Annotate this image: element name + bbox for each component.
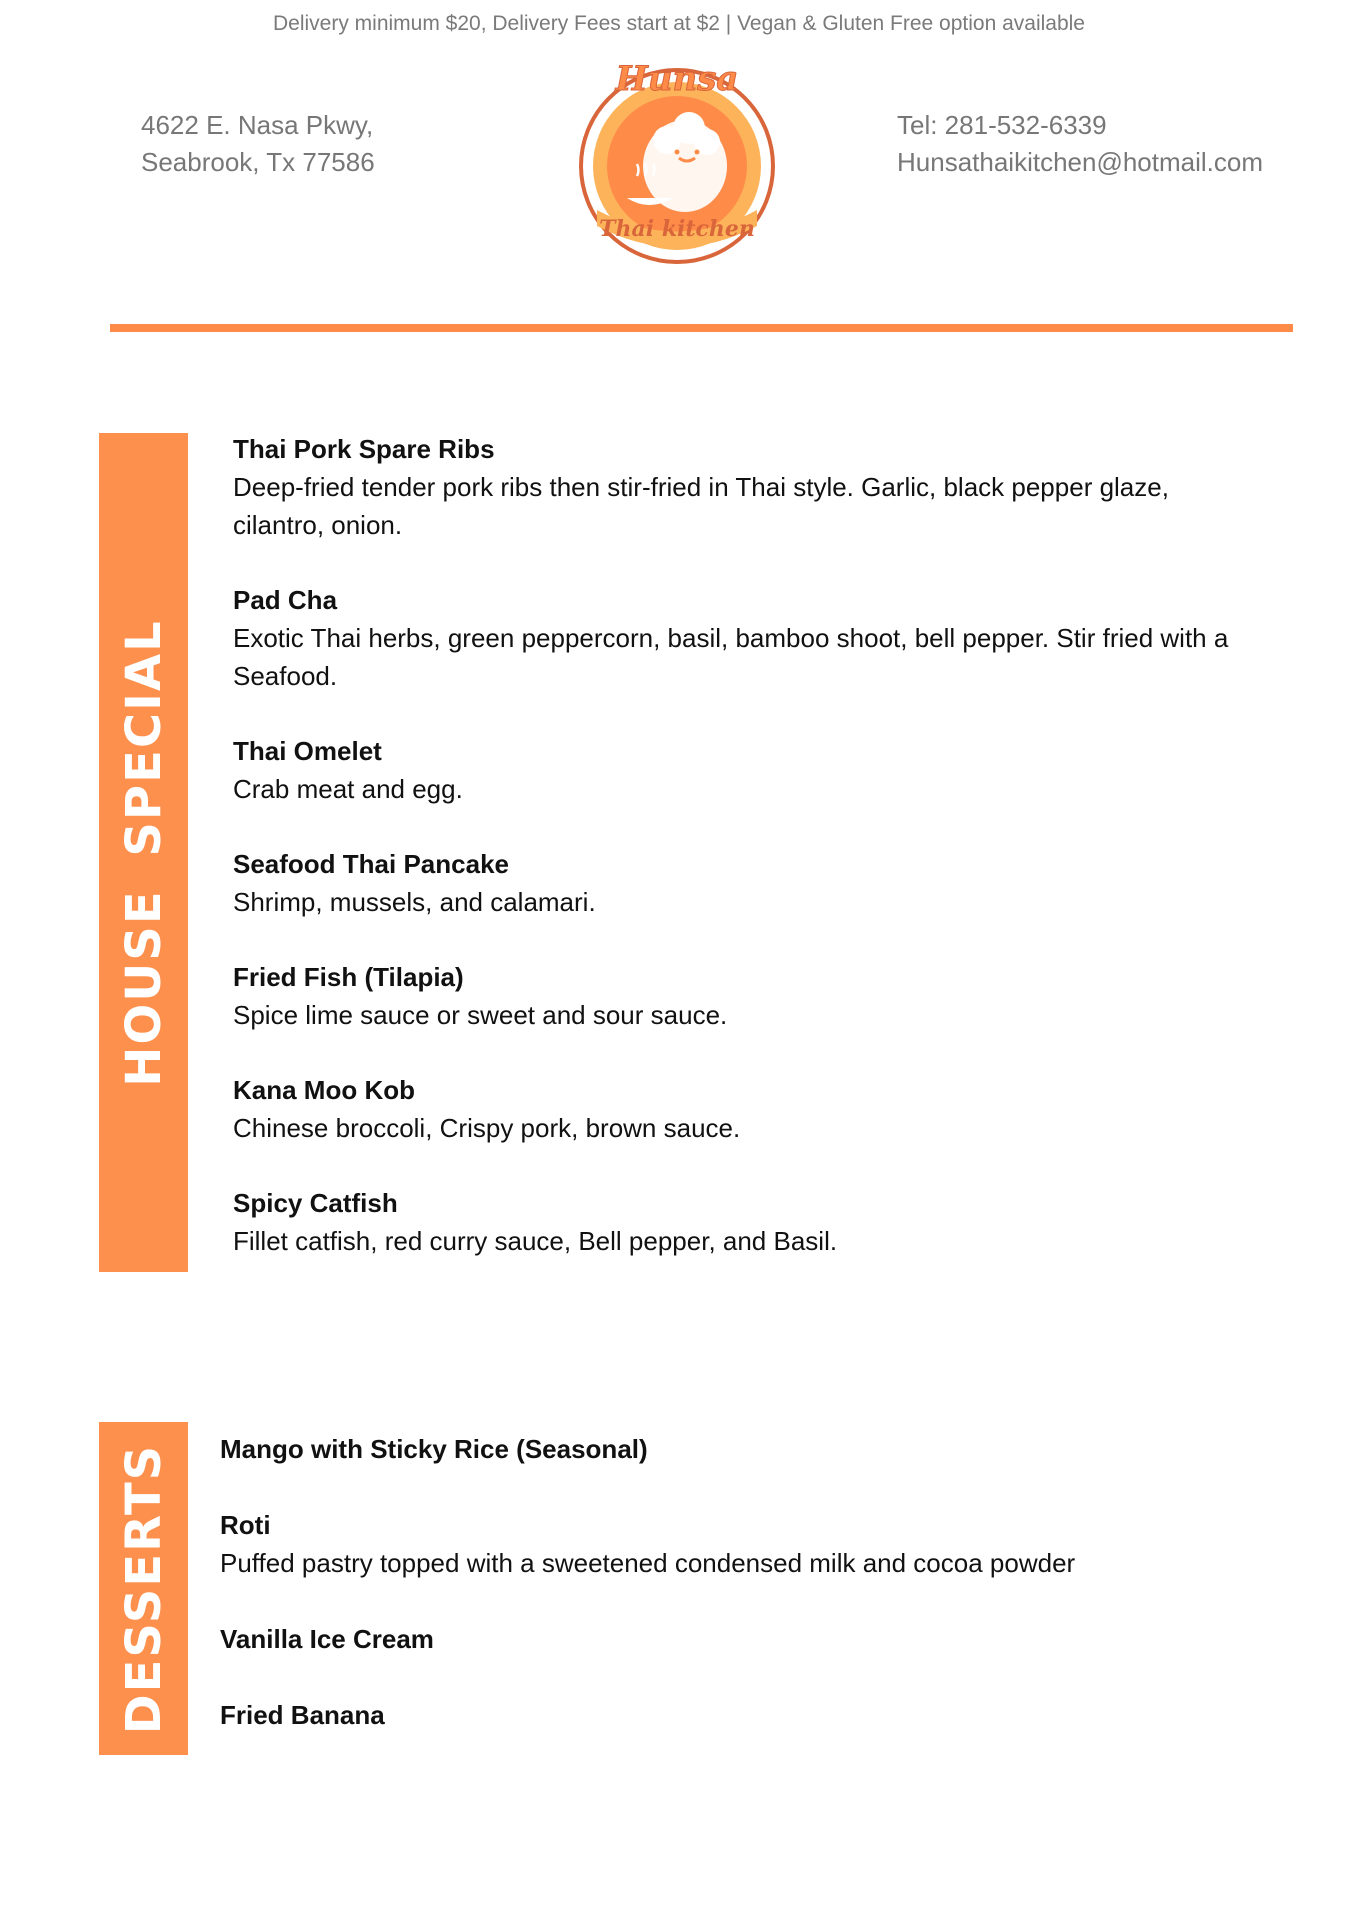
menu-item-description: Spice lime sauce or sweet and sour sauce. <box>233 1000 728 1030</box>
delivery-notice: Delivery minimum $20, Delivery Fees start at $2 | Vegan & Gluten Free option available <box>272 12 1085 35</box>
address-block <box>141 107 375 181</box>
menu-item <box>233 581 1283 695</box>
menu-item <box>233 732 1283 808</box>
menu-item <box>233 1071 1283 1147</box>
menu-item-description: Fillet catfish, red curry sauce, Bell pepper, and Basil. <box>233 1226 838 1256</box>
desserts-label: DESSERTS <box>115 1443 172 1734</box>
house-special-band <box>99 433 188 1272</box>
desserts-list <box>220 1430 1270 1772</box>
menu-item-name: Thai Omelet <box>233 736 382 766</box>
menu-item-name: Thai Pork Spare Ribs <box>233 434 495 464</box>
menu-item <box>233 845 1283 921</box>
menu-item-name: Mango with Sticky Rice (Seasonal) <box>220 1434 648 1464</box>
header-divider <box>110 324 1293 332</box>
house-special-label: HOUSE SPECIAL <box>115 618 172 1087</box>
menu-item <box>220 1430 1270 1468</box>
menu-item <box>233 430 1283 544</box>
menu-item-description: Deep-fried tender pork ribs then stir-fried in Thai style. Garlic, black pepper glaze, cilantro, onion. <box>233 472 1169 540</box>
menu-item-name: Pad Cha <box>233 585 338 615</box>
contact-block <box>897 107 1263 181</box>
menu-item <box>233 1184 1283 1260</box>
menu-item-name: Fried Banana <box>220 1700 385 1730</box>
logo-subtitle-text: Thai kitchen <box>599 216 755 242</box>
desserts-band <box>99 1422 188 1755</box>
email-address: Hunsathaikitchen@hotmail.com <box>897 147 1264 177</box>
menu-item <box>233 958 1283 1034</box>
house-special-list <box>233 430 1283 1297</box>
address-line-2: Seabrook, Tx 77586 <box>141 147 375 177</box>
menu-item-description: Chinese broccoli, Crispy pork, brown sauce. <box>233 1113 741 1143</box>
menu-item-description: Crab meat and egg. <box>233 774 463 804</box>
menu-item <box>220 1696 1270 1734</box>
menu-item-description: Exotic Thai herbs, green peppercorn, basil, bamboo shoot, bell pepper. Stir fried with a Seafood. <box>233 623 1229 691</box>
address-line-1: 4622 E. Nasa Pkwy, <box>141 110 374 140</box>
menu-item <box>220 1506 1270 1582</box>
logo-title-text: Hunsa <box>615 59 739 99</box>
menu-item-name: Roti <box>220 1510 271 1540</box>
menu-item <box>220 1620 1270 1658</box>
phone-number: Tel: 281-532-6339 <box>897 110 1107 140</box>
menu-item-name: Spicy Catfish <box>233 1188 398 1218</box>
menu-item-name: Seafood Thai Pancake <box>233 849 509 879</box>
menu-item-description: Puffed pastry topped with a sweetened condensed milk and cocoa powder <box>220 1548 1076 1578</box>
menu-item-name: Kana Moo Kob <box>233 1075 415 1105</box>
menu-item-name: Fried Fish (Tilapia) <box>233 962 464 992</box>
menu-item-name: Vanilla Ice Cream <box>220 1624 434 1654</box>
hunsa-logo <box>567 48 787 268</box>
menu-item-description: Shrimp, mussels, and calamari. <box>233 887 596 917</box>
